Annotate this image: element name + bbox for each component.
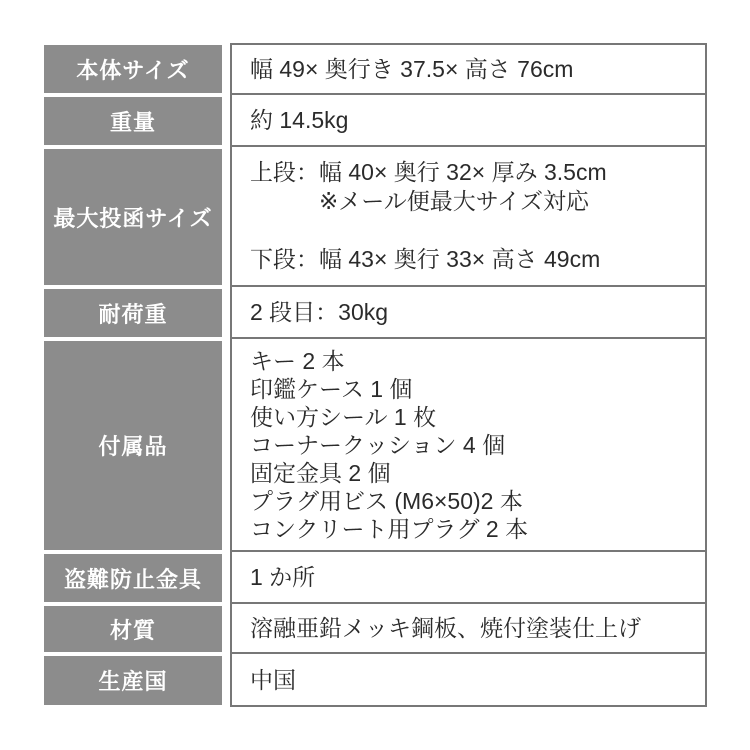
spec-value-line-concrete-plugs: コンクリート用プラグ 2 本 [250, 515, 529, 542]
spec-value-body-size [230, 43, 707, 95]
spec-label-anti-theft: 盗難防止金具 [44, 554, 222, 602]
spec-label-weight: 重量 [44, 97, 222, 145]
spec-label-load-capacity: 耐荷重 [44, 289, 222, 337]
spec-row-body-size [44, 43, 707, 95]
label-cell-wrap [44, 552, 222, 604]
spec-row-max-mail-size [44, 147, 707, 287]
spec-value-max-mail-size [230, 147, 707, 287]
spec-value-text: 中国 [250, 666, 296, 693]
label-cell-wrap [44, 95, 222, 147]
spec-value-line-seal-case: 印鑑ケース 1 個 [250, 375, 413, 402]
spec-label-max-mail-size: 最大投函サイズ [44, 149, 222, 285]
spec-value-line-fixing-bracket: 固定金具 2 個 [250, 459, 391, 486]
spec-value-line-plug-screws: プラグ用ビス (M6×50)2 本 [250, 487, 523, 514]
spec-row-accessories [44, 339, 707, 552]
spec-value-line-spacer [250, 216, 689, 245]
spec-value-text: 溶融亜鉛メッキ鋼板、焼付塗装仕上げ [250, 615, 641, 641]
spec-value-line-sticker: 使い方シール 1 枚 [250, 403, 437, 430]
spec-row-load-capacity [44, 287, 707, 339]
spec-row-weight [44, 95, 707, 147]
spec-label-accessories: 付属品 [44, 341, 222, 550]
spec-value-line-lower: 下段：幅 43× 奥行 33× 高さ 49cm [250, 246, 601, 272]
spec-value-text: 1 か所 [250, 564, 316, 590]
label-cell-wrap [44, 43, 222, 95]
label-cell-wrap [44, 147, 222, 287]
spec-value-line-keys: キー 2 本 [250, 347, 345, 374]
spec-value-line-upper: 上段：幅 40× 奥行 32× 厚み 3.5cm [250, 159, 607, 185]
spec-row-anti-theft [44, 552, 707, 604]
spec-value-line-note: ※メール便最大サイズ対応 [319, 188, 589, 214]
label-cell-wrap [44, 339, 222, 552]
label-cell-wrap [44, 654, 222, 707]
spec-value-anti-theft [230, 552, 707, 604]
spec-value-text: 2 段目：30kg [250, 299, 389, 325]
spec-value-text: 幅 49× 奥行き 37.5× 高さ 76cm [250, 56, 574, 82]
label-cell-wrap [44, 287, 222, 339]
spec-value-line-corner-cushion: コーナークッション 4 個 [250, 431, 506, 458]
spec-label-body-size: 本体サイズ [44, 45, 222, 93]
spec-value-material [230, 604, 707, 654]
spec-value-country [230, 654, 707, 707]
spec-label-country: 生産国 [44, 656, 222, 705]
spec-table [44, 43, 707, 707]
label-cell-wrap [44, 604, 222, 654]
spec-value-accessories [230, 339, 707, 552]
spec-value-weight [230, 95, 707, 147]
spec-label-material: 材質 [44, 606, 222, 652]
spec-row-material [44, 604, 707, 654]
spec-value-text: 約 14.5kg [250, 107, 349, 133]
spec-value-load-capacity [230, 287, 707, 339]
spec-row-country [44, 654, 707, 707]
